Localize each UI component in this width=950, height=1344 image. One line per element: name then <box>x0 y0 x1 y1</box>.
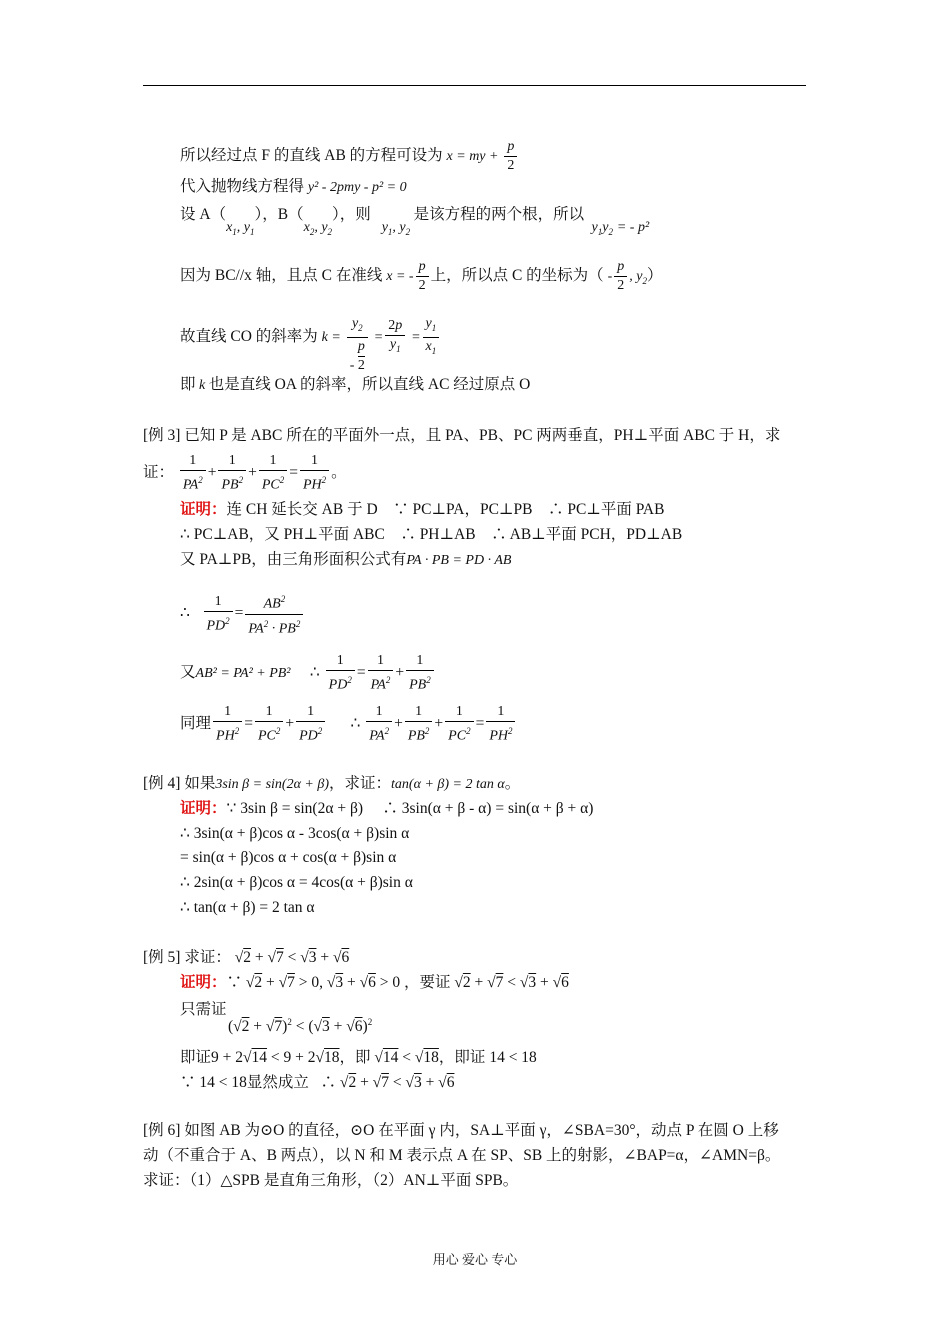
page-footer: 用心 爱心 专心 <box>432 1252 518 1267</box>
line-5-text: 故直线 CO 的斜率为 <box>180 327 318 345</box>
header-rule <box>143 85 806 86</box>
line-2-text: 代入抛物线方程得 <box>180 178 305 195</box>
line-3-a: 设 A（ <box>180 206 227 223</box>
ex5-need-math: $(√2 + √7)^2 < (√3 + √6)^2$ <box>228 1017 373 1036</box>
ex5-proof-label: 证明： <box>180 974 227 991</box>
ex3-p3: 又 PA⊥PB，由三角形面积公式有 <box>180 551 407 568</box>
ex3-proof-label: 证明： <box>180 501 227 518</box>
line-3-end: = - p² <box>616 220 650 235</box>
ex4-p1: ∵ 3sin β = sin(2α + β) ∴ 3sin(α + β - α) = sin(α + β + α) <box>226 800 594 817</box>
line-4: 因为 BC//x 轴，且点 C 在准线 x = - $\frac{p}{2}$ 上，所以点 C 的坐标为（ - $\frac{p}{2}$ , $y_2$） <box>180 259 663 293</box>
ex5-ji: 即证9 + 2√14 < 9 + 2√18，即 √14 < √18，即证 14 < 18 <box>180 1049 537 1066</box>
line-1-math: x = my + <box>446 149 499 165</box>
ex3-proof-1 <box>180 500 664 520</box>
ex5-title: [例 5] 求证： √2 + √7 < √3 + √6 <box>143 949 350 966</box>
ex4-title-c: 。 <box>504 775 521 792</box>
ex3-proof-6: 同理 $\frac{1}{PH^2}$ = $\frac{1}{PC^2}$ + $\frac{1}{PD^2}$ ∴ $\frac{1}{PA^2}$ + $\frac{1}{PB^2}$ + $\frac{1}{PC^2}$ = $\frac{1}{PH^2}$ <box>180 703 517 746</box>
ex4-proof-5: ∴ tan(α + β) = 2 tan α <box>180 899 315 916</box>
ex4-title-math: 3sin β = sin(2α + β) <box>215 777 330 792</box>
line-6-a: 即 <box>180 376 196 393</box>
frac-p-2: $\frac{p}{2}$ <box>504 138 517 175</box>
line-4-b: 上，所以点 C 的坐标为（ <box>430 267 604 285</box>
line-1-text: 所以经过点 F 的直线 AB 的方程可设为 <box>180 147 443 165</box>
ex6-line-1: [例 6] 如图 AB 为⊙O 的直径，⊙O 在平面 γ 内，SA⊥平面 γ，∠SBA=30°，动点 P 在圆 O 上移 <box>143 1122 779 1139</box>
ex4-proof-label: 证明： <box>180 800 227 817</box>
line-2 <box>180 177 407 198</box>
ex5-since: ∵ <box>180 1074 196 1091</box>
line-3-c: ），则 <box>332 206 371 223</box>
line-6-b: 也是直线 OA 的斜率，所以直线 AC 经过原点 O <box>208 376 531 393</box>
line-3: 设 $A(x_1$, $y_1$），$B(x_2$, $y_2$），则 $y_1$, $y_2$ 是该方程的两个根，所以 $y_1y_2$ = - p² <box>180 206 650 237</box>
ex3-proof-3 <box>180 550 511 571</box>
line-5: 故直线 CO 的斜率为 k = $y_2$ - $\frac{p}{2}$ = $\frac{2p}{y_1}$ = $\frac{y_1}{x_1}$ <box>180 315 441 375</box>
line-6: 即 k 也是直线 OA 的斜率，所以直线 AC 经过原点 O <box>180 376 531 393</box>
ex5-obvious: 显然成立 <box>246 1074 309 1091</box>
ex4-proof-3: = sin(α + β)cos α + cos(α + β)sin α <box>180 849 397 866</box>
ex5-final: ∵ 14 < 18显然成立 ∴ √2 + √7 < √3 + √6 <box>180 1074 455 1091</box>
ex3-proof-5: 又AB² = PA² + PB² ∴ $\frac{1}{PD^2}$ = $\frac{1}{PA^2}$ + $\frac{1}{PB^2}$ <box>180 652 436 695</box>
ex6-line-3: 求证：（1）△SPB 是直角三角形，（2）AN⊥平面 SPB。 <box>143 1172 519 1189</box>
line-1 <box>180 138 519 175</box>
ex4-title-math2: tan(α + β) = 2 tan α <box>391 777 505 792</box>
line-3-d: 是该方程的两个根，所以 <box>413 206 585 223</box>
ex5-need: 只需证 <box>180 1001 227 1018</box>
ex5-therefore: ∴ <box>320 1074 337 1091</box>
ex5-ji2: ，即 <box>339 1049 371 1066</box>
ex4-title <box>143 774 520 795</box>
ex6-line-2: 动（不重合于 A、B 两点），以 N 和 M 表示点 A 在 SP、SB 上的射影，∠BAP=α，∠AMN=β。 <box>143 1147 781 1164</box>
ex5-proof-1: 证明：∵ √2 + √7 > 0, √3 + √6 > 0 ，要证 √2 + √7 < √3 + √6 <box>180 974 569 991</box>
ex3-p5-a: 又 <box>180 663 196 681</box>
ex4-proof-2: ∴ 3sin(α + β)cos α - 3cos(α + β)sin α <box>180 825 410 842</box>
ex3-proof-2: ∴ PC⊥AB，又 PH⊥平面 ABC ∴ PH⊥AB ∴ AB⊥平面 PCH，PD⊥AB <box>180 526 683 543</box>
ex5-title-text: [例 5] 求证： <box>143 949 231 966</box>
line-3-b: ），B（ <box>254 206 304 223</box>
ex3-p1: 连 CH 延长交 AB 于 D ∵ PC⊥PA，PC⊥PB ∴ PC⊥平面 PAB <box>226 501 665 518</box>
ex4-title-a: [例 4] 如果 <box>143 775 216 792</box>
line-2-math: y² - 2pmy - p² = 0 <box>307 180 407 195</box>
ex4-proof-1 <box>180 799 593 819</box>
ex3-prove-prefix: 证： <box>143 463 175 481</box>
ex3-title: [例 3] 已知 P 是 ABC 所在的平面外一点，且 PA、PB、PC 两两垂直，PH⊥平面 ABC 于 H，求 <box>143 427 781 444</box>
ex3-claim: 证： $\frac{1}{PA^2}$ + $\frac{1}{PB^2}$ + $\frac{1}{PC^2}$ = $\frac{1}{PH^2}$ 。 <box>143 453 347 493</box>
ex3-p3-math: PA · PB = PD · AB <box>406 553 512 568</box>
ex3-proof-4: ∴ $\frac{1}{PD^2}$ = $\frac{AB^2}{PA^2 \cdot PB^2}$ <box>180 590 305 638</box>
ex5-ji3: ，即证 <box>438 1049 486 1066</box>
ex4-title-b: ，求证： <box>329 775 392 792</box>
ex5-ji-text: 即证 <box>180 1049 212 1066</box>
ex3-p5-math: AB² = PA² + PB² <box>195 665 291 681</box>
ex4-proof-4: ∴ 2sin(α + β)cos α = 4cos(α + β)sin α <box>180 874 413 891</box>
ex3-p6-a: 同理 <box>180 714 212 732</box>
line-4-a: 因为 BC//x 轴，且点 C 在准线 <box>180 267 383 285</box>
